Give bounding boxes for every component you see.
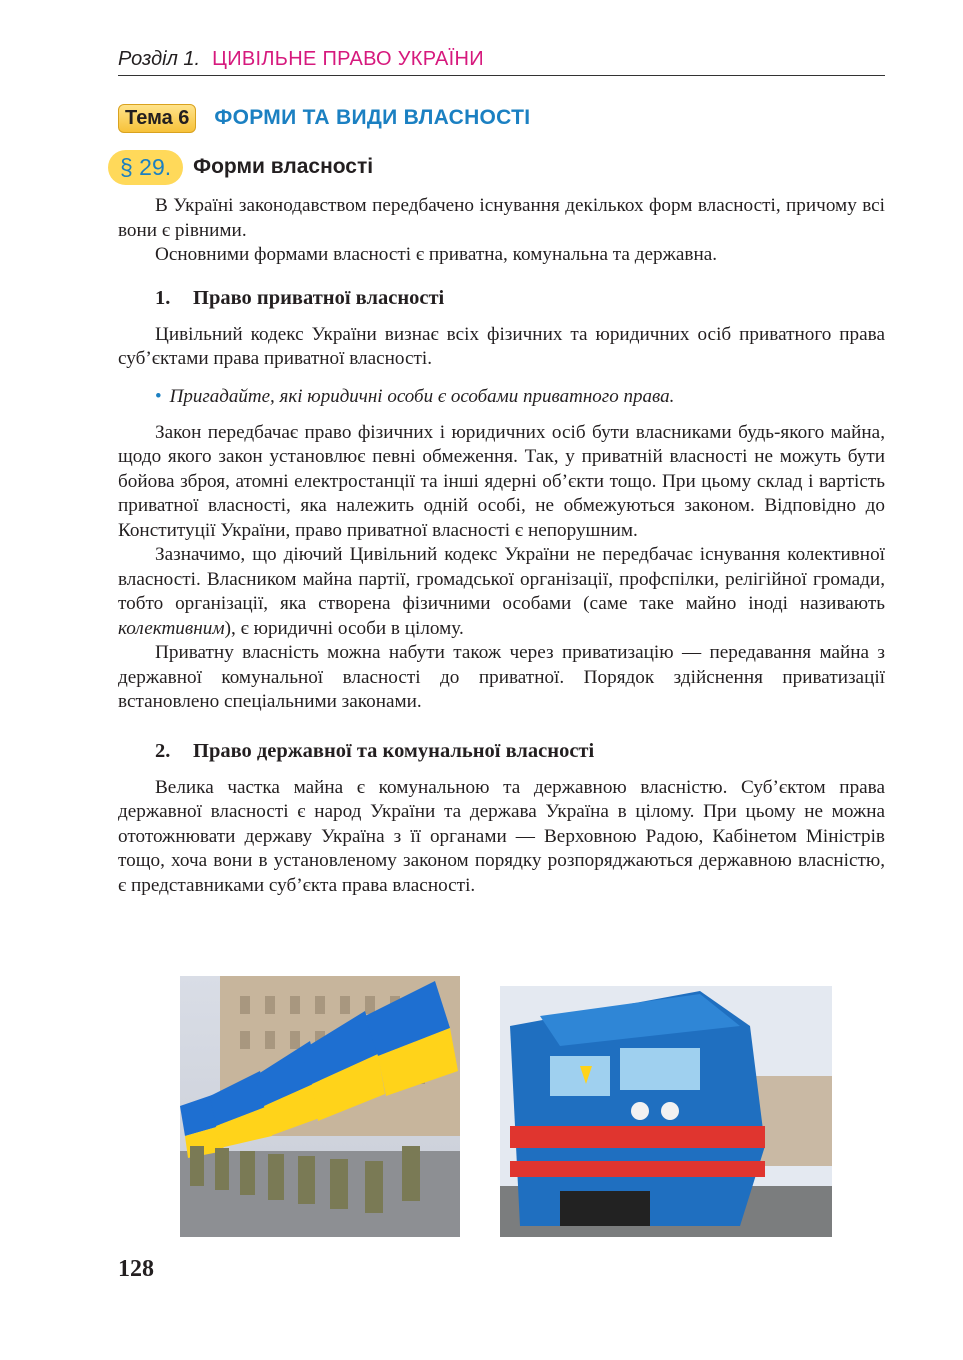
paragraph-badge: § 29. [108,150,183,185]
paragraph-title: Форми власності [193,155,374,178]
section-1-heading [118,287,885,310]
emphasis-term: колективним [118,617,225,639]
running-head [118,48,885,76]
section-1-title: Право приватної власності [193,286,445,309]
topic-badge: Тема 6 [118,104,196,133]
section-1-paragraph-3-text-b: ), є юридичні особи в цілому. [224,617,464,639]
bullet-icon: • [155,385,162,407]
section-1-paragraph-3-text-a: Зазначимо, що діючий Цивільний кодекс України не передбачає існування колективної власності. Власником майна партії, громадської організації, профспілки, релігійної громади, тобто організації, яка створена фізичними особами (саме таке майно іноді називають [118,544,885,614]
section-2-heading [118,740,885,763]
parade-photo [180,976,460,1237]
chapter-title: ЦИВІЛЬНЕ ПРАВО УКРАЇНИ [212,48,484,70]
chapter-label: Розділ 1. [118,48,201,70]
section-1-number: 1. [155,286,171,309]
section-2-number: 2. [155,739,171,762]
section-2-paragraph-1: Велика частка майна є комунальною та державною власністю. Суб’єктом права державної власності є народ України та держава Україна в цілому. При цьому не можна ототожнювати державу Україна з її органами — Верховною Радою, Кабінетом Міністрів тощо, хоча вони в установленому законом порядку розпоряджаються державною власністю, є представниками суб’єкта права власності. [118,776,885,896]
intro-paragraph-2: Основними формами власності є приватна, комунальна та державна. [155,244,718,265]
section-1-paragraph-4: Приватну власність можна набути також через приватизацію — передавання майна з державної комунальної власності до приватної. Порядок здійснення приватизації встановлено спеціальними законами. [118,642,885,712]
section-2-title: Право державної та комунальної власності [193,739,595,762]
paragraph-heading [108,146,373,188]
parade-illustration [180,976,460,1237]
question-item [118,385,885,409]
section-1-paragraph-3 [118,543,885,641]
body-text [118,194,885,898]
section-1-paragraph-2: Закон передбачає право фізичних і юридичних осіб бути власниками будь-якого майна, щодо якого закон установлює певні обмеження. Так, у приватній власності не можуть бути бойова зброя, атомні електростанції та інші ядерні об’єкти тощо. При цьому склад і вартість приватної власності, яка належить одній особі, не обмежуються законом. Відповідно до Конституції України, право приватної власності є непорушним. [118,421,885,541]
section-1-paragraph-1: Цивільний кодекс України визнає всіх фізичних та юридичних осіб приватного права суб’єктами права приватної власності. [118,323,885,369]
locomotive-photo [500,986,832,1237]
question-text: Пригадайте, які юридичні особи є особами приватного права. [169,385,675,407]
topic-title: ФОРМИ ТА ВИДИ ВЛАСНОСТІ [214,106,531,129]
page-number: 128 [118,1256,154,1282]
locomotive-illustration [500,986,832,1237]
intro-paragraph-1: В Україні законодавством передбачено існування декількох форм власності, причому всі вони є рівними. [118,195,885,241]
topic-heading [118,102,530,134]
